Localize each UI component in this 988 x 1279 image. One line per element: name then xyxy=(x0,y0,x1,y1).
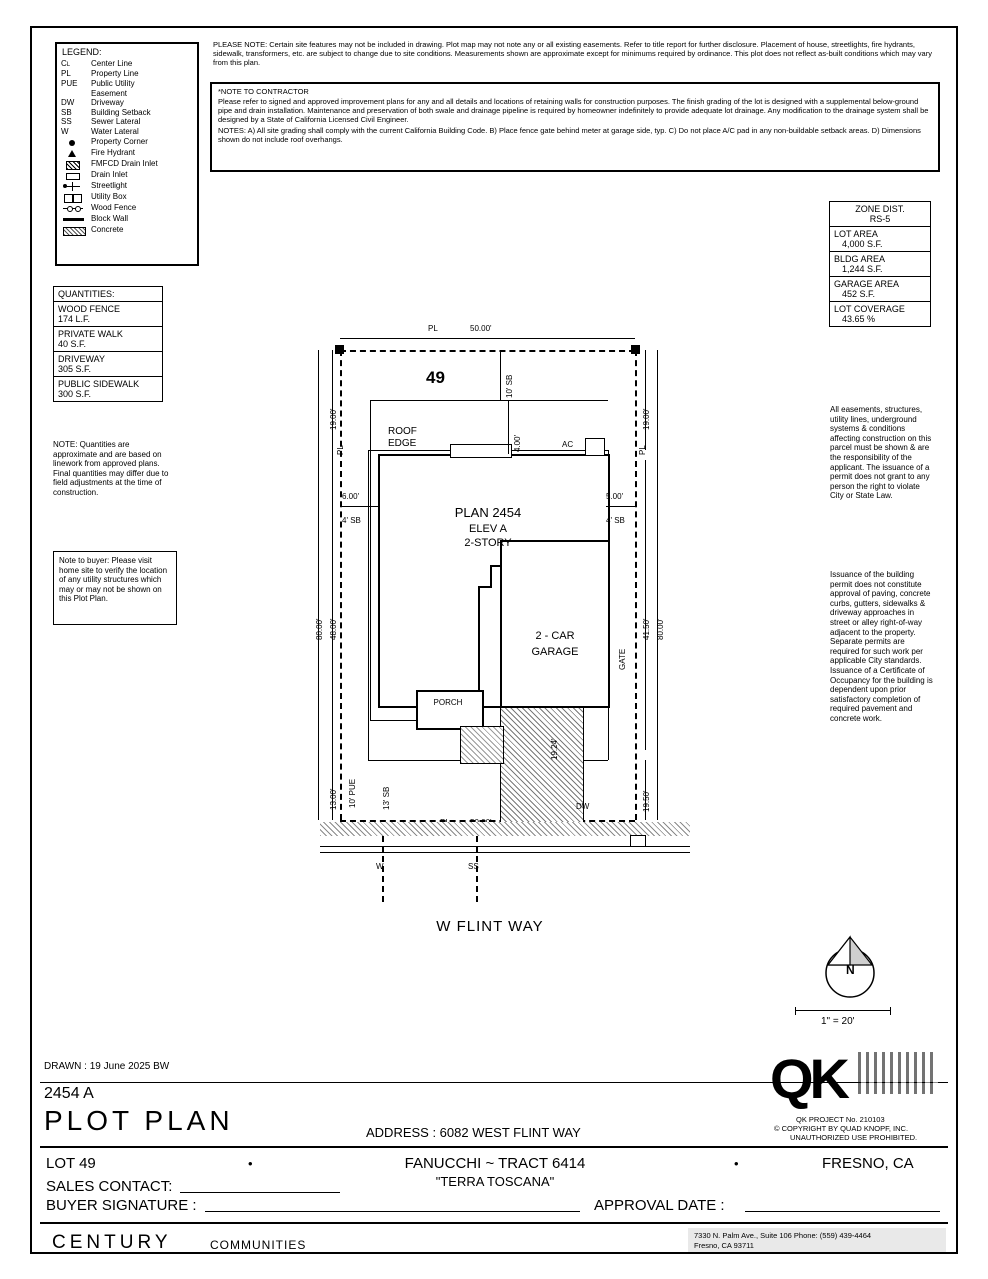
utility-box-icon xyxy=(64,194,73,203)
north-label: N xyxy=(846,963,855,977)
block-wall-icon xyxy=(63,218,84,221)
legend-label-fire-hydrant: Fire Hydrant xyxy=(91,147,136,157)
streetlight-icon-dot xyxy=(63,184,67,188)
contractor-note-box xyxy=(210,82,940,172)
legend-label-center-line: Center Line xyxy=(91,59,133,69)
dim-right-mid: 41.50' xyxy=(642,618,651,640)
dim-right-offset-line xyxy=(606,506,636,507)
general-note: PLEASE NOTE: Certain site features may not be included in drawing. Plot map may not note any or all existing easements. Refer to title report for further disclosure. Placement of house, streetlights, fire hydrants, sidewalk, transformers, etc. are subject to change due to site conditions. Measurements shown are approximate except for minimums required by ordinance. This plot does not reflect as-built conditions which may vary from this plan. xyxy=(213,40,932,67)
city-label: FRESNO, CA xyxy=(822,1155,914,1172)
contractor-note-list: NOTES: A) All site grading shall comply with the current California Building Code. B) Place fence gate behind meter at garage side, typ. C) Do not place A/C pad in any non-buildable setback areas. D) Dimensions shown do not include roof overhangs. xyxy=(218,126,921,144)
property-line-left xyxy=(340,350,342,820)
pue-left-label: 10' PUE xyxy=(348,778,357,808)
footprint-step-3 xyxy=(478,586,492,588)
address-label: ADDRESS : 6082 WEST FLINT WAY xyxy=(366,1125,581,1140)
zone-value-zone-dist: RS-5 xyxy=(869,214,891,224)
approval-date-line[interactable] xyxy=(745,1211,940,1212)
legend-label-building-setback: Building Setback xyxy=(91,107,151,117)
buyer-signature-line[interactable] xyxy=(205,1211,580,1212)
dim-right-top: 19.00' xyxy=(642,408,651,430)
pl-top-label: PL xyxy=(428,324,438,333)
street-name-label: W FLINT WAY xyxy=(436,918,544,935)
private-walk xyxy=(460,726,504,764)
wood-fence-icon-dot1 xyxy=(67,206,73,212)
footprint-step-2 xyxy=(490,565,492,587)
pl-left-label: PL xyxy=(336,445,345,455)
sales-contact-line[interactable] xyxy=(180,1192,340,1193)
utility-box-street xyxy=(630,835,646,847)
sb-left-label: 4' SB xyxy=(342,516,361,525)
quantities-table xyxy=(53,286,163,402)
porch-label: PORCH xyxy=(433,698,463,707)
pl-right-label: PL xyxy=(638,445,647,455)
zone-value-lot-area: 4,000 S.F. xyxy=(842,239,883,249)
drain-inlet-icon xyxy=(66,173,80,180)
story-label: 2-STORY xyxy=(464,537,512,549)
plan-code-label: 2454 A xyxy=(44,1085,94,1102)
wood-fence-icon-dot2 xyxy=(75,206,81,212)
dim-top-width: 50.00' xyxy=(470,324,492,333)
legend-label-utility-box: Utility Box xyxy=(91,191,127,201)
legend-label-easement: Easement xyxy=(91,88,128,98)
ac-pad xyxy=(585,438,605,456)
dim-right-top-line xyxy=(645,350,646,450)
fmfcd-drain-inlet-icon xyxy=(66,161,80,170)
plot-drawing xyxy=(300,324,720,940)
garage-footprint xyxy=(500,540,608,706)
public-sidewalk xyxy=(320,822,690,836)
dim-right-bottom: 19.50' xyxy=(642,790,651,812)
legend-label-drain-inlet: Drain Inlet xyxy=(91,169,128,179)
roof-projection xyxy=(450,444,512,458)
dim-right-mid-line xyxy=(645,460,646,750)
dim-left-top-line xyxy=(332,350,333,450)
property-corner-nw xyxy=(335,345,344,354)
property-line-top xyxy=(340,350,635,352)
lot-number-label: 49 xyxy=(426,368,445,387)
porch-footprint xyxy=(416,690,484,730)
quantity-value-public-sidewalk: 300 S.F. xyxy=(58,389,92,399)
legend-label-fmfcd-drain-inlet: FMFCD Drain Inlet xyxy=(91,158,158,168)
quantity-label-wood-fence: WOOD FENCE xyxy=(58,304,120,314)
dim-left-total: 80.00' xyxy=(315,618,324,640)
buyer-note-text: Note to buyer: Please visit home site to verify the location of any utility structures which may or may not be shown on this Plot Plan. xyxy=(59,556,168,604)
bullet-left: • xyxy=(248,1156,253,1171)
drawn-label: DRAWN : 19 June 2025 BW xyxy=(44,1061,170,1072)
approval-date-label: APPROVAL DATE : xyxy=(594,1197,725,1214)
sb-top-label: 10' SB xyxy=(505,374,514,398)
utility-box-icon-2 xyxy=(73,194,82,203)
dim-left-offset-line xyxy=(340,506,378,507)
qk-address-line-1: 7330 N. Palm Ave., Suite 106 Phone: (559) 439-4464 xyxy=(694,1231,872,1240)
water-lateral-label: W xyxy=(376,862,384,871)
driveway-label: DW xyxy=(576,802,590,811)
property-line-right xyxy=(635,350,637,820)
dim-left-total-line xyxy=(318,350,319,820)
elevation-label: ELEV A xyxy=(469,523,507,535)
quantities-title: QUANTITIES: xyxy=(54,287,163,302)
zone-label-zone-dist: ZONE DIST. xyxy=(855,204,905,214)
easement-note: All easements, structures, utility lines, underground systems & conditions affecting construction on this parcel must be shown & are the responsibility of the applicant. The issuance of a permit does not grant to any person the right to violate City or State Law. xyxy=(830,405,932,501)
sb-bottom-label: 13' SB xyxy=(382,786,391,810)
dim-left-offset: 6.00' xyxy=(342,492,360,501)
setback-line-left xyxy=(368,450,369,760)
tract-label: FANUCCHI ~ TRACT 6414 xyxy=(404,1155,586,1172)
dim-right-total-line xyxy=(657,350,658,820)
zone-label-lot-area: LOT AREA xyxy=(834,229,878,239)
quantity-label-public-sidewalk: PUBLIC SIDEWALK xyxy=(58,379,140,389)
dim-left-mid: 48.00' xyxy=(329,618,338,640)
footprint-step-4 xyxy=(478,586,480,704)
dim-left-mid-line xyxy=(332,450,333,760)
roof-edge-label: ROOF xyxy=(388,426,417,437)
dim-roof-offset-line xyxy=(508,400,509,454)
property-corner-ne xyxy=(631,345,640,354)
legend-label-sewer-lateral: Sewer Lateral xyxy=(91,117,141,127)
zone-label-lot-coverage: LOT COVERAGE xyxy=(834,304,905,314)
scale-label: 1" = 20' xyxy=(821,1016,855,1027)
dim-right-offset: 5.00' xyxy=(606,492,624,501)
sewer-lateral-label: SS xyxy=(468,862,479,871)
dim-right-total: 80.00' xyxy=(656,618,665,640)
north-arrow xyxy=(812,935,888,999)
legend-title: LEGEND: xyxy=(62,47,102,57)
legend-box: LEGEND: CL Center Line PL Property Line PUE Public Utility Easement DW Driveway SB Building Setback SS Sewer Lateral W Water Lateral Property Corner Fire Hydrant FMFCD Drain Inlet Drain Inlet Streetlight Utility Box Wood Fence Block Wall Concrete xyxy=(55,42,199,266)
zone-value-lot-coverage: 43.65 % xyxy=(842,314,876,324)
quantity-label-driveway: DRIVEWAY xyxy=(58,354,106,364)
legend-label-property-line: Property Line xyxy=(91,69,139,79)
contractor-note-body: Please refer to signed and approved improvement plans for any and all details and locations of retaining walls for construction purposes. The finish grading of the lot is designed with a supplemental below-ground pipe and drain installation. Maintenance and preservation of both swale and drainage pipeline is required by homeowner indefinitely to provide adequate lot drainage. Any modification to the drainage system shall be designed by a State of California Licensed Civil Engineer. xyxy=(218,97,929,124)
zone-label-garage-area: GARAGE AREA xyxy=(834,279,900,289)
qk-logo-text: QK xyxy=(770,1047,846,1110)
qk-logo xyxy=(770,1047,940,1116)
dim-left-top: 19.00' xyxy=(329,408,338,430)
qk-address-line-2: Fresno, CA 93711 xyxy=(694,1241,754,1250)
quantity-value-wood-fence: 174 L.F. xyxy=(58,314,91,324)
zone-value-bldg-area: 1,244 S.F. xyxy=(842,264,883,274)
qk-project-number: QK PROJECT No. 210103 xyxy=(796,1115,885,1124)
quantities-box xyxy=(53,286,163,402)
roof-offset-dim: 4.00' xyxy=(513,434,522,452)
dim-sb-top-line xyxy=(500,350,501,400)
garage-label: 2 - CAR xyxy=(535,630,575,642)
subdivision-label: "TERRA TOSCANA" xyxy=(435,1174,555,1189)
garage-label-2: GARAGE xyxy=(531,646,579,658)
dim-top-line xyxy=(340,338,635,339)
qk-unauthorized: UNAUTHORIZED USE PROHIBITED. xyxy=(790,1133,918,1142)
quantity-label-private-walk: PRIVATE WALK xyxy=(58,329,123,339)
dim-driveway-depth: 19.24' xyxy=(550,738,559,760)
quantity-value-private-walk: 40 S.F. xyxy=(58,339,87,349)
qk-logo-stripes xyxy=(858,1052,938,1094)
builder-name: CENTURY xyxy=(52,1232,172,1253)
gate-label: GATE xyxy=(618,648,627,670)
titleblock-divider-2 xyxy=(40,1146,948,1148)
concrete-icon xyxy=(63,227,86,236)
legend-label-block-wall: Block Wall xyxy=(91,213,129,223)
builder-name-2: COMMUNITIES xyxy=(210,1238,307,1252)
contractor-note-title: *NOTE TO CONTRACTOR xyxy=(218,87,309,96)
plan-name-label: PLAN 2454 xyxy=(454,505,522,520)
legend-label-streetlight: Streetlight xyxy=(91,180,128,190)
zone-table xyxy=(829,201,931,327)
quantity-value-driveway: 305 S.F. xyxy=(58,364,92,374)
sales-contact-label: SALES CONTACT: xyxy=(46,1178,173,1195)
qk-copyright: © COPYRIGHT BY QUAD KNOPF, INC. xyxy=(774,1124,909,1133)
zone-value-garage-area: 452 S.F. xyxy=(842,289,876,299)
lot-label: LOT 49 xyxy=(46,1155,96,1172)
sb-right-label: 4' SB xyxy=(606,516,625,525)
legend-label-wood-fence: Wood Fence xyxy=(91,202,137,212)
roof-edge-label-2: EDGE xyxy=(388,438,417,449)
property-corner-icon xyxy=(69,140,75,146)
zone-label-bldg-area: BLDG AREA xyxy=(834,254,886,264)
sheet-title: PLOT PLAN xyxy=(44,1105,234,1136)
driveway-concrete xyxy=(500,700,584,824)
titleblock-divider-3 xyxy=(40,1222,948,1224)
permit-note: Issuance of the building permit does not constitute approval of paving, concrete curbs, gutters, sidewalks & driveway approaches in street or alley right-of-way adjacent to the property. Separate permits are required for such work per applicable City standards. Issuance of a Certificate of Occupancy for the building is dependent upon prior satisfactory completion of required pavement and concrete work. xyxy=(830,570,933,723)
legend-label-concrete: Concrete xyxy=(91,224,124,234)
fire-hydrant-icon xyxy=(68,150,76,157)
legend-label-water-lateral: Water Lateral xyxy=(91,127,139,136)
bullet-right: • xyxy=(734,1156,739,1171)
roof-edge-top xyxy=(370,400,608,401)
gutter-line xyxy=(320,852,690,853)
legend-label-public-utility: Public Utility xyxy=(91,79,135,89)
legend-label-property-corner: Property Corner xyxy=(91,136,148,146)
quantities-note: NOTE: Quantities are approximate and are based on linework from approved plans. Final quantities may differ due to field adjustments at the time of construction. xyxy=(53,440,169,497)
dim-left-bottom: 13.00' xyxy=(329,788,338,810)
ac-label: AC xyxy=(562,440,574,449)
streetlight-icon-stem xyxy=(72,182,73,191)
buyer-signature-label: BUYER SIGNATURE : xyxy=(46,1197,197,1214)
buyer-note-box xyxy=(53,551,177,625)
roof-edge-left xyxy=(370,400,371,720)
legend-label-driveway: Driveway xyxy=(91,98,124,108)
